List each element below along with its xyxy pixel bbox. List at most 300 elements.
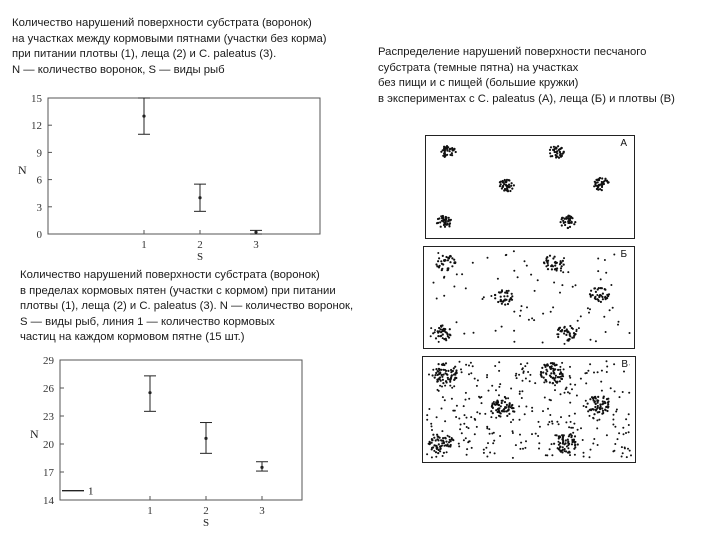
burrow-dot — [428, 374, 430, 376]
burrow-dot — [458, 418, 460, 420]
burrow-dot — [468, 427, 470, 429]
burrow-dot — [518, 405, 520, 407]
burrow-dot — [560, 376, 562, 378]
burrow-dot — [548, 421, 550, 423]
burrow-dot — [604, 401, 606, 403]
burrow-dot — [615, 411, 617, 413]
burrow-dot — [550, 372, 552, 374]
burrow-dot — [456, 405, 458, 407]
burrow-dot — [547, 408, 549, 410]
burrow-dot — [530, 274, 532, 276]
burrow-dot — [442, 333, 444, 335]
burrow-dot — [443, 328, 445, 330]
burrow-dot — [597, 258, 599, 260]
burrow-dot — [587, 307, 589, 309]
burrow-dot — [441, 269, 443, 271]
chart2-data-point — [204, 437, 207, 440]
burrow-dot — [559, 436, 561, 438]
burrow-dot — [568, 426, 570, 428]
burrow-dot — [474, 378, 476, 380]
burrow-dot — [430, 327, 432, 329]
burrow-dot — [430, 335, 432, 337]
burrow-dot — [577, 429, 579, 431]
burrow-dot — [574, 221, 576, 223]
burrow-dot — [521, 390, 523, 392]
burrow-dot — [590, 408, 592, 410]
burrow-dot — [549, 399, 551, 401]
burrow-dot — [484, 413, 486, 415]
burrow-dot — [506, 404, 508, 406]
burrow-dot — [486, 427, 488, 429]
burrow-dot — [504, 304, 506, 306]
burrow-dot — [512, 430, 514, 432]
burrow-dot — [506, 295, 508, 297]
burrow-dot — [557, 336, 559, 338]
burrow-dot — [500, 296, 502, 298]
burrow-dot — [571, 222, 573, 224]
burrow-dot — [434, 374, 436, 376]
burrow-dot — [495, 417, 497, 419]
burrow-dot — [450, 377, 452, 379]
burrow-dot — [573, 223, 575, 225]
burrow-dot — [554, 256, 556, 258]
burrow-dot — [449, 380, 451, 382]
burrow-dot — [589, 415, 591, 417]
burrow-dot — [549, 448, 551, 450]
chart1-data-point — [254, 231, 257, 234]
burrow-dot — [566, 217, 568, 219]
burrow-dot — [561, 284, 563, 286]
burrow-dot — [436, 448, 438, 450]
burrow-dot — [553, 148, 555, 150]
burrow-dot — [440, 226, 442, 228]
burrow-dot — [574, 444, 576, 446]
burrow-dot — [468, 365, 470, 367]
burrow-dot — [563, 327, 565, 329]
burrow-dot — [466, 417, 468, 419]
burrow-dot — [511, 295, 513, 297]
burrow-dot — [598, 419, 600, 421]
burrow-dot — [447, 370, 449, 372]
burrow-dot — [573, 332, 575, 334]
burrow-dot — [436, 381, 438, 383]
burrow-dot — [434, 331, 436, 333]
burrow-dot — [562, 153, 564, 155]
burrow-dot — [567, 227, 569, 229]
burrow-dot — [448, 436, 450, 438]
burrow-dot — [446, 224, 448, 226]
burrow-dot — [445, 154, 447, 156]
burrow-dot — [520, 442, 522, 444]
burrow-dot — [441, 376, 443, 378]
burrow-dot — [488, 428, 490, 430]
burrow-dot — [444, 369, 446, 371]
burrow-dot — [510, 421, 512, 423]
burrow-dot — [437, 439, 439, 441]
burrow-dot — [572, 427, 574, 429]
burrow-dot — [613, 363, 615, 365]
burrow-dot — [533, 319, 535, 321]
burrow-dot — [613, 450, 615, 452]
burrow-dot — [512, 419, 514, 421]
burrow-dot — [561, 330, 563, 332]
burrow-dot — [513, 184, 515, 186]
burrow-dot — [436, 298, 438, 300]
burrow-dot — [509, 190, 511, 192]
burrow-dot — [445, 339, 447, 341]
burrow-dot — [447, 259, 449, 261]
burrow-dot — [438, 257, 440, 259]
burrow-dot — [546, 370, 548, 372]
burrow-dot — [442, 337, 444, 339]
burrow-dot — [573, 335, 575, 337]
burrow-dot — [444, 259, 446, 261]
burrow-dot — [487, 257, 489, 259]
burrow-dot — [567, 271, 569, 273]
burrow-dot — [448, 217, 450, 219]
burrow-dot — [463, 439, 465, 441]
burrow-dot — [597, 371, 599, 373]
burrow-dot — [483, 296, 485, 298]
burrow-dot — [597, 402, 599, 404]
burrow-dot — [593, 399, 595, 401]
burrow-dot — [628, 392, 630, 394]
chart1-ytick-label: 9 — [36, 147, 42, 160]
burrow-dot — [560, 416, 562, 418]
burrow-dot — [602, 402, 604, 404]
burrow-dot — [595, 182, 597, 184]
burrow-dot — [594, 406, 596, 408]
burrow-dot — [612, 307, 614, 309]
burrow-dot — [446, 148, 448, 150]
burrow-dot — [537, 435, 539, 437]
burrow-dot — [587, 370, 589, 372]
burrow-dot — [455, 151, 457, 153]
burrow-dot — [436, 434, 438, 436]
caption-patch-chart: Количество нарушений поверхности субстрата (воронок) в пределах кормовых пятен (участки с кормом) при питании плотвы (1), леща (2) и C. paleatus (3). N — количество воронок, S — виды рыб, линия 1 — количество кормовых частиц на каждом кормовом пятне (15 шт.) — [20, 269, 354, 344]
burrow-dot — [564, 448, 566, 450]
burrow-dot — [598, 296, 600, 298]
burrow-dot — [549, 381, 551, 383]
burrow-dot — [479, 397, 481, 399]
burrow-dot — [555, 147, 557, 149]
burrow-dot — [440, 151, 442, 153]
burrow-dot — [504, 396, 506, 398]
burrow-dot — [526, 265, 528, 267]
burrow-dot — [534, 290, 536, 292]
burrow-dot — [456, 321, 458, 323]
burrow-dot — [451, 398, 453, 400]
burrow-dot — [558, 423, 560, 425]
burrow-dot — [465, 287, 467, 289]
burrow-dot — [569, 366, 571, 368]
burrow-dot — [565, 330, 567, 332]
burrow-dot — [560, 270, 562, 272]
burrow-dot — [550, 311, 552, 313]
burrow-dot — [551, 264, 553, 266]
burrow-dot — [562, 220, 564, 222]
burrow-dot — [504, 292, 506, 294]
burrow-dot — [465, 392, 467, 394]
burrow-dot — [598, 179, 600, 181]
burrow-dot — [505, 406, 507, 408]
burrow-dot — [500, 183, 502, 185]
burrow-dot — [590, 294, 592, 296]
chart-interpatch-burrows — [18, 84, 330, 274]
burrow-dot — [444, 399, 446, 401]
burrow-dot — [451, 152, 453, 154]
burrow-dot — [524, 365, 526, 367]
burrow-dot — [444, 385, 446, 387]
burrow-dot — [544, 366, 546, 368]
burrow-dot — [554, 151, 556, 153]
burrow-dot — [618, 432, 620, 434]
burrow-dot — [562, 439, 564, 441]
burrow-dot — [526, 306, 528, 308]
burrow-dot — [519, 448, 521, 450]
burrow-dot — [486, 374, 488, 376]
burrow-dot — [585, 382, 587, 384]
burrow-dot — [562, 217, 564, 219]
burrow-dot — [559, 447, 561, 449]
burrow-dot — [519, 315, 521, 317]
chart2-xtick-label: 1 — [147, 505, 153, 517]
burrow-dot — [575, 441, 577, 443]
burrow-dot — [455, 416, 457, 418]
burrow-dot — [568, 435, 570, 437]
burrow-dot — [570, 427, 572, 429]
burrow-dot — [486, 456, 488, 458]
burrow-dot — [590, 339, 592, 341]
burrow-dot — [585, 400, 587, 402]
burrow-dot — [454, 366, 456, 368]
burrow-dot — [554, 434, 556, 436]
burrow-dot — [432, 369, 434, 371]
burrow-dot — [431, 456, 433, 458]
burrow-dot — [436, 416, 438, 418]
burrow-dot — [589, 456, 591, 458]
burrow-dot — [569, 325, 571, 327]
burrow-dot — [476, 411, 478, 413]
burrow-dot — [522, 380, 524, 382]
burrow-dot — [595, 403, 597, 405]
burrow-dot — [526, 362, 528, 364]
burrow-dot — [499, 181, 501, 183]
burrow-dot — [438, 390, 440, 392]
burrow-dot — [507, 303, 509, 305]
burrow-dot — [431, 429, 433, 431]
burrow-dot — [443, 146, 445, 148]
burrow-dot — [463, 423, 465, 425]
burrow-dot — [528, 319, 530, 321]
burrow-dot — [542, 371, 544, 373]
burrow-dot — [443, 276, 445, 278]
burrow-dot — [435, 368, 437, 370]
panel-label-c: В — [621, 359, 628, 370]
burrow-dot — [489, 433, 491, 435]
burrow-dot — [508, 300, 510, 302]
burrow-dot — [439, 448, 441, 450]
burrow-dot — [547, 424, 549, 426]
burrow-dot — [458, 443, 460, 445]
burrow-dot — [603, 183, 605, 185]
burrow-dot — [606, 180, 608, 182]
burrow-dot — [543, 262, 545, 264]
burrow-dot — [602, 410, 604, 412]
burrow-dot — [447, 267, 449, 269]
burrow-dot — [445, 444, 447, 446]
burrow-dot — [465, 364, 467, 366]
burrow-dot — [506, 292, 508, 294]
burrow-dot — [442, 255, 444, 257]
burrow-dot — [442, 218, 444, 220]
chart2-ytick-label: 20 — [43, 439, 54, 451]
chart1-data-point — [198, 196, 201, 199]
burrow-dot — [449, 261, 451, 263]
burrow-dot — [508, 413, 510, 415]
burrow-dot — [446, 145, 448, 147]
burrow-dot — [459, 428, 461, 430]
burrow-dot — [592, 417, 594, 419]
burrow-dot — [433, 282, 435, 284]
burrow-dot — [583, 405, 585, 407]
chart2-plot-frame — [60, 360, 302, 500]
burrow-dot — [593, 409, 595, 411]
burrow-dot — [504, 179, 506, 181]
burrow-dot — [442, 379, 444, 381]
burrow-dot — [569, 375, 571, 377]
burrow-dot — [554, 384, 556, 386]
burrow-dot — [560, 221, 562, 223]
burrow-dot — [497, 408, 499, 410]
burrow-dot — [492, 442, 494, 444]
burrow-dot — [426, 419, 428, 421]
burrow-dot — [440, 369, 442, 371]
burrow-dot — [471, 447, 473, 449]
burrow-dot — [494, 365, 496, 367]
burrow-dot — [511, 299, 513, 301]
burrow-dot — [537, 279, 539, 281]
burrow-dot — [553, 378, 555, 380]
burrow-dot — [449, 334, 451, 336]
burrow-dot — [551, 268, 553, 270]
burrow-dot — [630, 454, 632, 456]
burrow-dot — [454, 377, 456, 379]
burrow-dot — [596, 399, 598, 401]
burrow-dot — [460, 424, 462, 426]
burrow-dot — [554, 265, 556, 267]
burrow-dot — [456, 273, 458, 275]
burrow-dot — [600, 301, 602, 303]
burrow-dot — [430, 423, 432, 425]
burrow-dot — [531, 410, 533, 412]
burrow-dot — [553, 372, 555, 374]
burrow-dot — [493, 440, 495, 442]
burrow-dot — [556, 267, 558, 269]
burrow-dot — [549, 414, 551, 416]
burrow-dot — [587, 403, 589, 405]
burrow-dot — [565, 439, 567, 441]
burrow-dot — [560, 451, 562, 453]
burrow-dot — [598, 300, 600, 302]
burrow-dot — [498, 386, 500, 388]
burrow-dot — [569, 402, 571, 404]
burrow-dot — [435, 337, 437, 339]
burrow-dot — [449, 385, 451, 387]
burrow-dot — [618, 321, 620, 323]
burrow-dot — [561, 224, 563, 226]
burrow-dot — [506, 190, 508, 192]
burrow-dot — [461, 432, 463, 434]
burrow-dot — [597, 270, 599, 272]
burrow-dot — [443, 452, 445, 454]
burrow-dot — [439, 437, 441, 439]
burrow-dot — [602, 400, 604, 402]
burrow-dot — [439, 221, 441, 223]
burrow-dot — [517, 276, 519, 278]
burrow-dot — [442, 440, 444, 442]
burrow-dot — [434, 329, 436, 331]
burrow-dot — [439, 376, 441, 378]
burrow-dot — [597, 444, 599, 446]
burrow-dot — [610, 284, 612, 286]
substrate-dots-c — [423, 357, 635, 462]
burrow-dot — [443, 149, 445, 151]
burrow-dot — [511, 293, 513, 295]
burrow-dot — [603, 316, 605, 318]
burrow-dot — [531, 317, 533, 319]
burrow-dot — [628, 413, 630, 415]
burrow-dot — [576, 329, 578, 331]
burrow-dot — [623, 433, 625, 435]
burrow-dot — [567, 452, 569, 454]
burrow-dot — [455, 374, 457, 376]
burrow-dot — [580, 315, 582, 317]
burrow-dot — [567, 391, 569, 393]
burrow-dot — [557, 145, 559, 147]
burrow-dot — [431, 447, 433, 449]
burrow-dot — [450, 440, 452, 442]
burrow-dot — [444, 420, 446, 422]
burrow-dot — [503, 295, 505, 297]
burrow-dot — [501, 400, 503, 402]
burrow-dot — [505, 254, 507, 256]
burrow-dot — [563, 222, 565, 224]
burrow-dot — [592, 397, 594, 399]
burrow-dot — [605, 272, 607, 274]
burrow-dot — [567, 331, 569, 333]
burrow-dot — [434, 377, 436, 379]
burrow-dot — [449, 150, 451, 152]
burrow-dot — [613, 254, 615, 256]
burrow-dot — [490, 410, 492, 412]
burrow-dot — [428, 443, 430, 445]
burrow-dot — [606, 434, 608, 436]
burrow-dot — [452, 410, 454, 412]
burrow-dot — [443, 224, 445, 226]
burrow-dot — [512, 432, 514, 434]
burrow-dot — [442, 437, 444, 439]
chart1-plot-frame — [48, 98, 320, 234]
burrow-dot — [599, 403, 601, 405]
burrow-dot — [567, 222, 569, 224]
burrow-dot — [612, 424, 614, 426]
burrow-dot — [571, 439, 573, 441]
burrow-dot — [490, 295, 492, 297]
burrow-dot — [596, 294, 598, 296]
burrow-dot — [602, 293, 604, 295]
burrow-dot — [601, 413, 603, 415]
